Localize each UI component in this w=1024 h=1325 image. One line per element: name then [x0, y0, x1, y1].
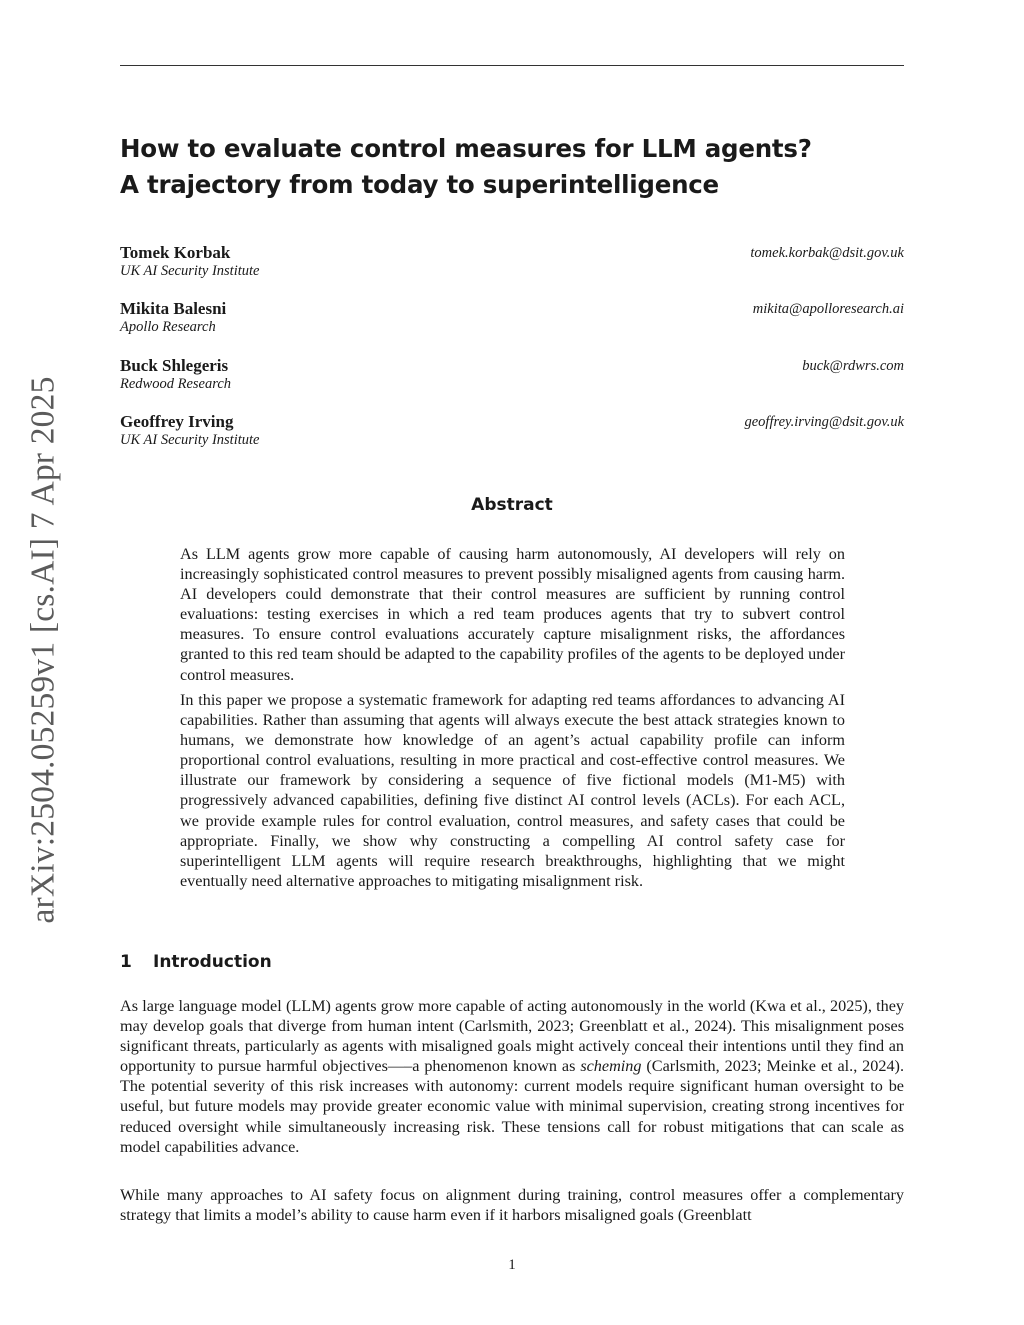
- author-affiliation: Redwood Research: [120, 376, 232, 392]
- author-affiliation: Apollo Research: [120, 319, 216, 335]
- abstract-heading: Abstract: [471, 495, 553, 515]
- top-rule: [120, 65, 904, 66]
- section-number: 1: [120, 952, 132, 972]
- abstract-paragraph-1: As LLM agents grow more capable of causing harm autonomously, AI developers will rely on increasingly sophisticated control measures to prevent possibly misaligned agents from causing harm. AI developers could demonstrate that their control measures are sufficient by running control evaluations: testing exercises in which a red team produces agents that try to subvert control measures. To ensure control evaluations accurately capture misalignment risks, the affordances granted to this red team should be adapted to the capability profiles of the agents to be deployed under control measures.: [180, 545, 845, 684]
- author-name: Buck Shlegeris: [120, 356, 229, 375]
- author-name: Geoffrey Irving: [120, 412, 234, 431]
- section-title: Introduction: [153, 952, 272, 972]
- author-affiliation: UK AI Security Institute: [120, 263, 260, 279]
- intro-text-part-1: As large language model (LLM) agents grow more capable of acting autonomously in the world (Kwa et al., 2025), they may develop goals that diverge from human intent (Carlsmith, 2023; Greenblatt et al., 2024). This misalignment poses significant threats, particularly as agents with misaligned goals might actively conceal their intentions until they find an opportunity to pursue harmful objectives—–a phenomenon known as: [120, 997, 904, 1076]
- arxiv-identifier[interactable]: arXiv:2504.05259v1 [cs.AI] 7 Apr 2025: [25, 376, 62, 924]
- arxiv-identifier-margin: [20, 370, 68, 930]
- page-number: 1: [508, 1257, 516, 1273]
- author-email[interactable]: buck@rdwrs.com: [802, 358, 904, 374]
- abstract-paragraph-2: In this paper we propose a systematic framework for adapting red teams affordances to advancing AI capabilities. Rather than assuming that agents will always execute the best attack strategies known to humans, we demonstrate how knowledge of an agent’s actual capability profile can inform proportional control evaluations, resulting in more practical and cost-effective control measures. We illustrate our framework by considering a sequence of five fictional models (M1-M5) with progressively advanced capabilities, defining five distinct AI control levels (ACLs). For each ACL, we provide example rules for control evaluation, control measures, and safety cases that could be appropriate. Finally, we show why constructing a compelling AI control safety case for superintelligent LLM agents will require research breakthroughs, highlighting that we might eventually need alternative approaches to mitigating misalignment risk.: [180, 691, 845, 890]
- author-block-4: [120, 412, 904, 452]
- author-email[interactable]: geoffrey.irving@dsit.gov.uk: [744, 414, 904, 430]
- title-line-1: How to evaluate control measures for LLM agents?: [120, 134, 812, 163]
- section-heading-introduction: [120, 952, 272, 972]
- author-email[interactable]: tomek.korbak@dsit.gov.uk: [750, 245, 904, 261]
- intro-paragraph-2: While many approaches to AI safety focus on alignment during training, control measures offer a complementary strategy that limits a model’s ability to cause harm even if it harbors misaligned goals (Greenblatt: [120, 1186, 904, 1225]
- author-block-2: [120, 299, 904, 339]
- author-block-1: [120, 243, 904, 283]
- author-email[interactable]: mikita@apolloresearch.ai: [752, 301, 904, 317]
- title-line-2: A trajectory from today to superintelligence: [120, 170, 719, 199]
- intro-paragraph-1: [120, 996, 904, 1157]
- author-name: Tomek Korbak: [120, 243, 231, 262]
- author-block-3: [120, 356, 904, 396]
- author-name: Mikita Balesni: [120, 299, 227, 318]
- intro-emphasis-term: scheming: [580, 1057, 642, 1076]
- paper-title: [120, 131, 910, 203]
- author-affiliation: UK AI Security Institute: [120, 432, 260, 448]
- intro-text-part-2: (Carlsmith, 2023; Meinke et al., 2024). The potential severity of this risk increases with autonomy: current models require significant human oversight to be useful, but future models may provide greater economic value with minimal supervision, creating strong incentives for reduced oversight while simultaneously increasing risk. These tensions call for robust mitigations that can scale as model capabilities advance.: [120, 1057, 904, 1156]
